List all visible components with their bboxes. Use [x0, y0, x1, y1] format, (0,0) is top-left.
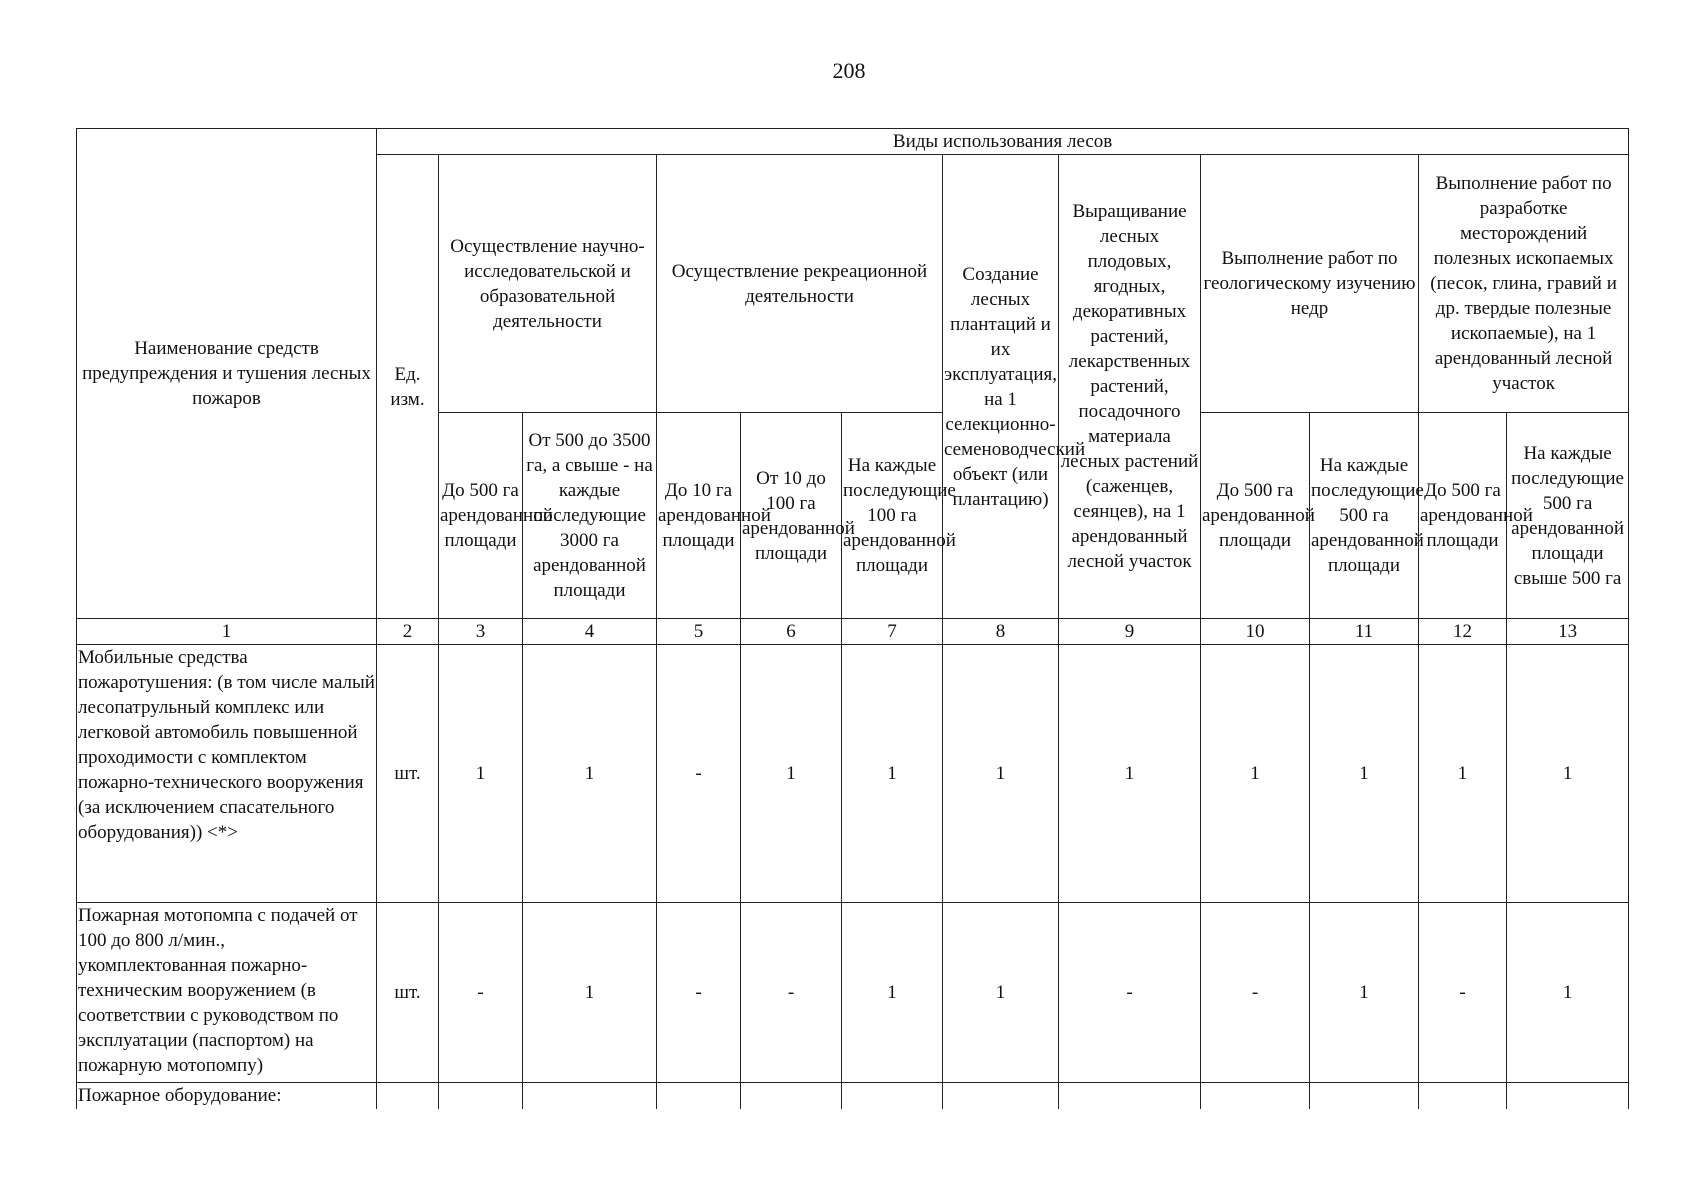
header-group-minerals: Выполнение работ по разработке месторождений полезных ископаемых (песок, глина, гравий и др. твердые полезные ископаемые), на 1 арендованный лесной участок: [1419, 155, 1629, 413]
table-row: [77, 1083, 1629, 1109]
row-name: Мобильные средства пожаротушения: (в том числе малый лесопатрульный комплекс или легковой автомобиль повышенной проходимости с комплектом пожарно-технического вооружения (за исключением спасательного оборудования)) <*>: [77, 645, 377, 903]
header-forest-use: Виды использования лесов: [377, 129, 1629, 155]
col-number: 7: [842, 619, 943, 645]
subheader-c11: На каждые последующие 500 га арендованной площади: [1310, 413, 1419, 619]
subheader-c4: От 500 до 3500 га, а свыше - на каждые последующие 3000 га арендованной площади: [523, 413, 657, 619]
subheader-c13: На каждые последующие 500 га арендованной площади свыше 500 га: [1507, 413, 1629, 619]
col-number: 12: [1419, 619, 1507, 645]
row-value: 1: [1507, 645, 1629, 903]
row-value: 1: [523, 645, 657, 903]
col-number: 13: [1507, 619, 1629, 645]
header-name: Наименование средств предупреждения и тушения лесных пожаров: [77, 129, 377, 619]
col-number: 8: [943, 619, 1059, 645]
row-value: 1: [439, 645, 523, 903]
subheader-c5: До 10 га арендованной площади: [657, 413, 741, 619]
row-value: -: [657, 903, 741, 1083]
col-number: 2: [377, 619, 439, 645]
row-value: 1: [1201, 645, 1310, 903]
header-group-recreation: Осуществление рекреационной деятельности: [657, 155, 943, 413]
subheader-c10: До 500 га арендованной площади: [1201, 413, 1310, 619]
col-number: 1: [77, 619, 377, 645]
row-value: [1507, 1083, 1629, 1109]
row-value: 1: [523, 903, 657, 1083]
row-name: Пожарная мотопомпа с подачей от 100 до 800 л/мин., укомплектованная пожарно-техническим вооружением (в соответствии с руководством по эксплуатации (паспортом) на пожарную мотопомпу): [77, 903, 377, 1083]
row-value: -: [1059, 903, 1201, 1083]
header-group-plantations: Создание лесных плантаций и их эксплуатация, на 1 селекционно-семеноводческий объект (или плантацию): [943, 155, 1059, 619]
row-value: 1: [943, 903, 1059, 1083]
col-number: 10: [1201, 619, 1310, 645]
header-group-growing: Выращивание лесных плодовых, ягодных, декоративных растений, лекарственных растений, посадочного материала лесных растений (саженцев, сеянцев), на 1 арендованный лесной участок: [1059, 155, 1201, 619]
col-number: 9: [1059, 619, 1201, 645]
row-value: [741, 1083, 842, 1109]
row-value: -: [439, 903, 523, 1083]
row-value: 1: [1419, 645, 1507, 903]
row-value: [842, 1083, 943, 1109]
row-value: 1: [943, 645, 1059, 903]
row-value: 1: [741, 645, 842, 903]
row-value: [1059, 1083, 1201, 1109]
fire-equipment-table: [76, 128, 1629, 1109]
row-value: [1201, 1083, 1310, 1109]
col-number: 3: [439, 619, 523, 645]
row-value: 1: [1507, 903, 1629, 1083]
subheader-c6: От 10 до 100 га арендованной площади: [741, 413, 842, 619]
row-unit: шт.: [377, 645, 439, 903]
row-name: Пожарное оборудование:: [77, 1083, 377, 1109]
header-group-geology: Выполнение работ по геологическому изучению недр: [1201, 155, 1419, 413]
subheader-c7: На каждые последующие 100 га арендованной площади: [842, 413, 943, 619]
col-number: 4: [523, 619, 657, 645]
row-value: 1: [842, 645, 943, 903]
col-number: 5: [657, 619, 741, 645]
row-value: [943, 1083, 1059, 1109]
table-row: [77, 903, 1629, 1083]
row-value: 1: [1310, 903, 1419, 1083]
page-number: 208: [832, 58, 866, 83]
table-row: [77, 645, 1629, 903]
header-unit: Ед. изм.: [377, 155, 439, 619]
row-value: [439, 1083, 523, 1109]
column-number-row: [77, 619, 1629, 645]
row-value: [657, 1083, 741, 1109]
row-value: [1419, 1083, 1507, 1109]
row-value: 1: [842, 903, 943, 1083]
row-value: -: [1419, 903, 1507, 1083]
row-value: [1310, 1083, 1419, 1109]
subheader-c3: До 500 га арендованной площади: [439, 413, 523, 619]
header-group-science: Осуществление научно-исследовательской и образовательной деятельности: [439, 155, 657, 413]
row-value: [523, 1083, 657, 1109]
row-value: 1: [1310, 645, 1419, 903]
subheader-c12: До 500 га арендованной площади: [1419, 413, 1507, 619]
row-value: 1: [1059, 645, 1201, 903]
header-row-1: [77, 129, 1629, 155]
row-value: -: [657, 645, 741, 903]
col-number: 11: [1310, 619, 1419, 645]
row-unit: шт.: [377, 903, 439, 1083]
col-number: 6: [741, 619, 842, 645]
row-value: -: [741, 903, 842, 1083]
row-unit: [377, 1083, 439, 1109]
row-value: -: [1201, 903, 1310, 1083]
